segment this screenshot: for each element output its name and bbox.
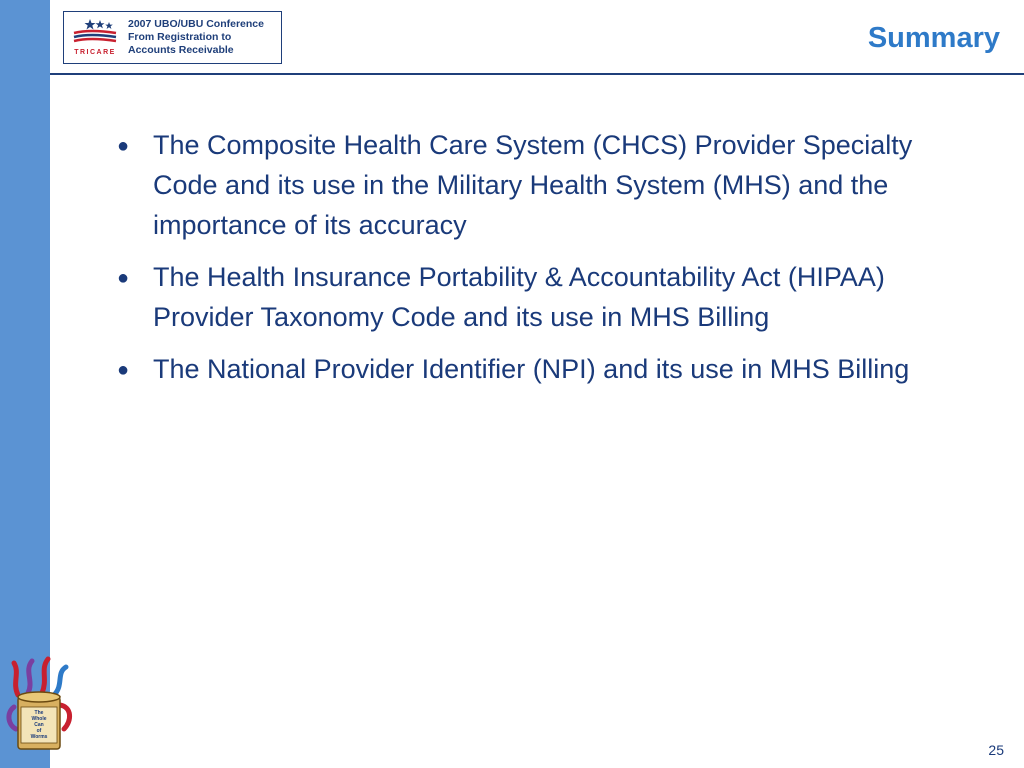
left-accent-bar: [0, 0, 50, 768]
list-item: [113, 257, 983, 337]
bullet-text: The Health Insurance Portability & Accountability Act (HIPAA) Provider Taxonomy Code and its use in MHS Billing: [153, 262, 885, 332]
bullet-list: [113, 125, 983, 401]
mascot-line-5: Worms: [30, 734, 48, 740]
can-of-worms-icon: [4, 655, 76, 755]
logo-line-3: Accounts Receivable: [128, 44, 234, 56]
mascot-line-2: Whole: [31, 716, 47, 722]
mascot-line-4: of: [36, 728, 42, 734]
bullet-text: The National Provider Identifier (NPI) and its use in MHS Billing: [153, 354, 910, 384]
tricare-brand-text: TRICARE: [74, 49, 116, 56]
logo-line-2: From Registration to: [128, 31, 232, 43]
list-item: [113, 125, 983, 245]
page-number: 25: [988, 742, 1004, 758]
slide-title: Summary: [867, 22, 1000, 54]
mascot-line-1: The: [34, 710, 44, 716]
bullet-icon: ●: [117, 135, 130, 157]
mascot-line-3: Can: [34, 722, 44, 728]
header-divider: [50, 73, 1024, 75]
logo-line-1: 2007 UBO/UBU Conference: [128, 18, 264, 30]
list-item: [113, 349, 983, 389]
bullet-text: The Composite Health Care System (CHCS) Provider Specialty Code and its use in the Military Health System (MHS) and the importance of its accuracy: [153, 130, 913, 240]
tricare-logo-icon: [70, 17, 120, 59]
conference-logo: [63, 11, 282, 64]
bullet-icon: ●: [117, 359, 130, 381]
logo-text: [128, 18, 280, 57]
bullet-icon: ●: [117, 267, 130, 289]
